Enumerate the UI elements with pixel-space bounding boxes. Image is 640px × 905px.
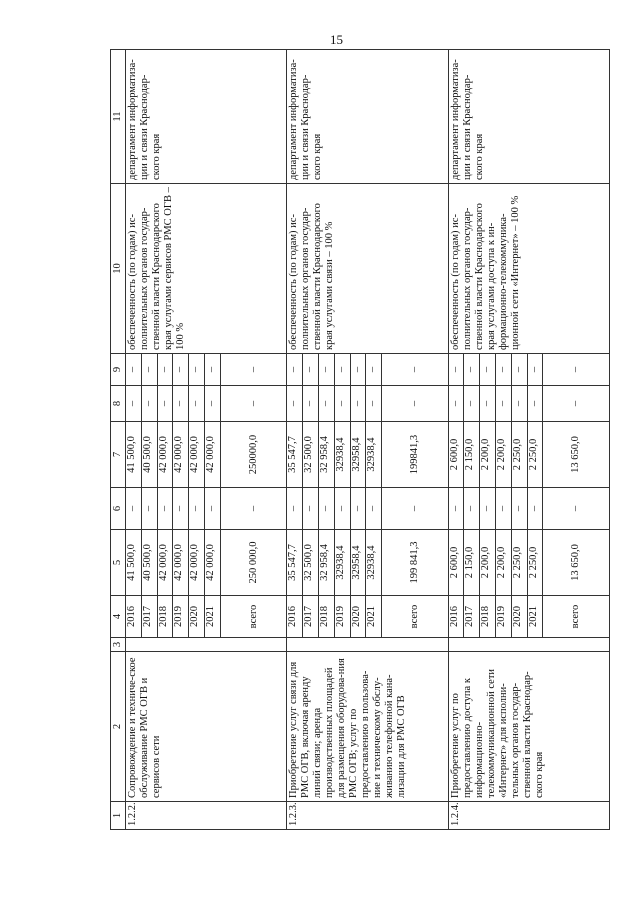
local-funding-cell: –: [511, 386, 527, 422]
measure-name: Сопровождение и техниче-ское обслуживание РМС ОГВ и сервисов сети: [126, 652, 287, 802]
extrabudget-funding-cell: –: [382, 354, 448, 386]
extrabudget-funding-cell: –: [205, 354, 221, 386]
local-funding-cell: –: [496, 386, 512, 422]
local-funding-cell: –: [350, 386, 366, 422]
extrabudget-funding-cell: –: [527, 354, 543, 386]
total-funding-cell: 199 841,3: [382, 530, 448, 596]
federal-funding-cell: –: [543, 488, 610, 530]
header-cell: 10: [111, 184, 126, 354]
program-table: [110, 49, 610, 830]
local-funding-cell: –: [157, 386, 173, 422]
total-label: всего: [543, 596, 610, 638]
local-funding-cell: –: [220, 386, 286, 422]
federal-funding-cell: –: [220, 488, 286, 530]
extrabudget-funding-cell: –: [496, 354, 512, 386]
year-cell: 2020: [511, 596, 527, 638]
year-cell: 2021: [366, 596, 382, 638]
total-funding-cell: 35 547,7: [287, 530, 303, 596]
extrabudget-funding-cell: –: [366, 354, 382, 386]
regional-funding-cell: 2 150,0: [464, 422, 480, 488]
page-number: 15: [330, 32, 343, 47]
extrabudget-funding-cell: –: [480, 354, 496, 386]
year-cell: 2020: [350, 596, 366, 638]
year-cell: 2017: [141, 596, 157, 638]
year-cell: 2020: [189, 596, 205, 638]
result-cell: обеспеченность (по годам) ис-полнительных органов государ-ственной власти Краснодарского края услугами сервисов РМС ОГВ – 100 %: [126, 184, 287, 354]
local-funding-cell: –: [189, 386, 205, 422]
year-cell: 2021: [205, 596, 221, 638]
regional-funding-cell: 35 547,7: [287, 422, 303, 488]
header-cell: 3: [111, 638, 126, 652]
regional-funding-cell: 40 500,0: [141, 422, 157, 488]
year-cell: 2016: [287, 596, 303, 638]
row-number: 1.2.3.: [287, 802, 448, 830]
regional-funding-cell: 2 200,0: [496, 422, 512, 488]
total-funding-cell: 2 150,0: [464, 530, 480, 596]
total-label: всего: [220, 596, 286, 638]
year-cell: 2018: [157, 596, 173, 638]
measure-name: Приобретение услуг по предоставлению доступа к информационно-телекоммуникационной сети «Интернет» для исполни-тельных органов государ-ственной власти Краснодар-ского края: [448, 652, 609, 802]
local-funding-cell: –: [464, 386, 480, 422]
total-funding-cell: 41 500,0: [126, 530, 142, 596]
local-funding-cell: –: [141, 386, 157, 422]
header-cell: 2: [111, 652, 126, 802]
extrabudget-funding-cell: –: [220, 354, 286, 386]
total-funding-cell: 2 250,0: [511, 530, 527, 596]
rotated-table-stage: [110, 50, 610, 830]
local-funding-cell: –: [480, 386, 496, 422]
regional-funding-cell: 2 200,0: [480, 422, 496, 488]
total-label: всего: [382, 596, 448, 638]
total-funding-cell: 13 650,0: [543, 530, 610, 596]
year-cell: 2019: [496, 596, 512, 638]
year-cell: 2018: [318, 596, 334, 638]
federal-funding-cell: –: [303, 488, 319, 530]
total-funding-cell: 32938,4: [366, 530, 382, 596]
total-funding-cell: 32 500,0: [303, 530, 319, 596]
regional-funding-cell: 199841,3: [382, 422, 448, 488]
federal-funding-cell: –: [126, 488, 142, 530]
local-funding-cell: –: [287, 386, 303, 422]
local-funding-cell: –: [205, 386, 221, 422]
row-number: 1.2.4.: [448, 802, 609, 830]
header-cell: 1: [111, 802, 126, 830]
local-funding-cell: –: [318, 386, 334, 422]
table-row: [448, 50, 464, 830]
extrabudget-funding-cell: –: [334, 354, 350, 386]
executor-cell: департамент информатиза-ции и связи Краснодар-ского края: [126, 50, 287, 184]
local-funding-cell: –: [543, 386, 610, 422]
local-funding-cell: –: [303, 386, 319, 422]
total-funding-cell: 42 000,0: [189, 530, 205, 596]
extrabudget-funding-cell: –: [141, 354, 157, 386]
executor-cell: департамент информатиза-ции и связи Краснодар-ского края: [448, 50, 609, 184]
table-row: [126, 50, 142, 830]
total-funding-cell: 42 000,0: [205, 530, 221, 596]
total-funding-cell: 32958,4: [350, 530, 366, 596]
regional-funding-cell: 2 250,0: [511, 422, 527, 488]
regional-funding-cell: 32958,4: [350, 422, 366, 488]
header-cell: 7: [111, 422, 126, 488]
regional-funding-cell: 250000,0: [220, 422, 286, 488]
total-funding-cell: 2 200,0: [480, 530, 496, 596]
federal-funding-cell: –: [189, 488, 205, 530]
federal-funding-cell: –: [287, 488, 303, 530]
federal-funding-cell: –: [448, 488, 464, 530]
year-cell: 2016: [126, 596, 142, 638]
total-funding-cell: 250 000,0: [220, 530, 286, 596]
federal-funding-cell: –: [334, 488, 350, 530]
extrabudget-funding-cell: –: [303, 354, 319, 386]
regional-funding-cell: 2 600,0: [448, 422, 464, 488]
table-body: [126, 50, 610, 830]
extrabudget-funding-cell: –: [126, 354, 142, 386]
local-funding-cell: –: [126, 386, 142, 422]
empty-cell: [448, 638, 609, 652]
federal-funding-cell: –: [382, 488, 448, 530]
local-funding-cell: –: [527, 386, 543, 422]
federal-funding-cell: –: [173, 488, 189, 530]
federal-funding-cell: –: [318, 488, 334, 530]
header-cell: 9: [111, 354, 126, 386]
federal-funding-cell: –: [366, 488, 382, 530]
extrabudget-funding-cell: –: [464, 354, 480, 386]
table-row: [287, 50, 303, 830]
header-cell: 6: [111, 488, 126, 530]
year-cell: 2017: [464, 596, 480, 638]
extrabudget-funding-cell: –: [189, 354, 205, 386]
executor-cell: департамент информатиза-ции и связи Краснодар-ского края: [287, 50, 448, 184]
empty-cell: [126, 638, 287, 652]
federal-funding-cell: –: [350, 488, 366, 530]
header-cell: 8: [111, 386, 126, 422]
regional-funding-cell: 32 958,4: [318, 422, 334, 488]
header-cell: 4: [111, 596, 126, 638]
regional-funding-cell: 41 500,0: [126, 422, 142, 488]
extrabudget-funding-cell: –: [157, 354, 173, 386]
year-cell: 2018: [480, 596, 496, 638]
extrabudget-funding-cell: –: [350, 354, 366, 386]
year-cell: 2016: [448, 596, 464, 638]
regional-funding-cell: 32938,4: [366, 422, 382, 488]
federal-funding-cell: –: [205, 488, 221, 530]
local-funding-cell: –: [173, 386, 189, 422]
regional-funding-cell: 42 000,0: [205, 422, 221, 488]
extrabudget-funding-cell: –: [173, 354, 189, 386]
federal-funding-cell: –: [141, 488, 157, 530]
total-funding-cell: 32938,4: [334, 530, 350, 596]
header-cell: 11: [111, 50, 126, 184]
federal-funding-cell: –: [157, 488, 173, 530]
regional-funding-cell: 32938,4: [334, 422, 350, 488]
total-funding-cell: 32 958,4: [318, 530, 334, 596]
local-funding-cell: –: [448, 386, 464, 422]
extrabudget-funding-cell: –: [511, 354, 527, 386]
year-cell: 2017: [303, 596, 319, 638]
federal-funding-cell: –: [496, 488, 512, 530]
year-cell: 2021: [527, 596, 543, 638]
total-funding-cell: 42 000,0: [173, 530, 189, 596]
year-cell: 2019: [173, 596, 189, 638]
federal-funding-cell: –: [511, 488, 527, 530]
header-row: [111, 50, 126, 830]
measure-name: Приобретение услуг связи для РМС ОГВ, включая аренду линий связи; аренда производственных площадей для размещения оборудова-ния РМС ОГВ; услуг по предоставлению в пользова-ние и техническому обслу-живанию телефонной кана-лизации для РМС ОГВ: [287, 652, 448, 802]
federal-funding-cell: –: [527, 488, 543, 530]
result-cell: обеспеченность (по годам) ис-полнительных органов государ-ственной власти Краснодарского края услугами связи – 100 %: [287, 184, 448, 354]
local-funding-cell: –: [334, 386, 350, 422]
federal-funding-cell: –: [464, 488, 480, 530]
total-funding-cell: 2 600,0: [448, 530, 464, 596]
local-funding-cell: –: [382, 386, 448, 422]
regional-funding-cell: 2 250,0: [527, 422, 543, 488]
total-funding-cell: 2 250,0: [527, 530, 543, 596]
total-funding-cell: 2 200,0: [496, 530, 512, 596]
extrabudget-funding-cell: –: [287, 354, 303, 386]
regional-funding-cell: 42 000,0: [189, 422, 205, 488]
year-cell: 2019: [334, 596, 350, 638]
federal-funding-cell: –: [480, 488, 496, 530]
extrabudget-funding-cell: –: [543, 354, 610, 386]
regional-funding-cell: 42 000,0: [173, 422, 189, 488]
local-funding-cell: –: [366, 386, 382, 422]
regional-funding-cell: 42 000,0: [157, 422, 173, 488]
regional-funding-cell: 32 500,0: [303, 422, 319, 488]
total-funding-cell: 40 500,0: [141, 530, 157, 596]
extrabudget-funding-cell: –: [318, 354, 334, 386]
regional-funding-cell: 13 650,0: [543, 422, 610, 488]
empty-cell: [287, 638, 448, 652]
extrabudget-funding-cell: –: [448, 354, 464, 386]
total-funding-cell: 42 000,0: [157, 530, 173, 596]
row-number: 1.2.2.: [126, 802, 287, 830]
header-cell: 5: [111, 530, 126, 596]
result-cell: обеспеченность (по годам) ис-полнительных органов государ-ственной власти Краснодарского края услугами доступа к ин-формационно-телекоммуника-ционной сети «Интернет» – 100 %: [448, 184, 609, 354]
